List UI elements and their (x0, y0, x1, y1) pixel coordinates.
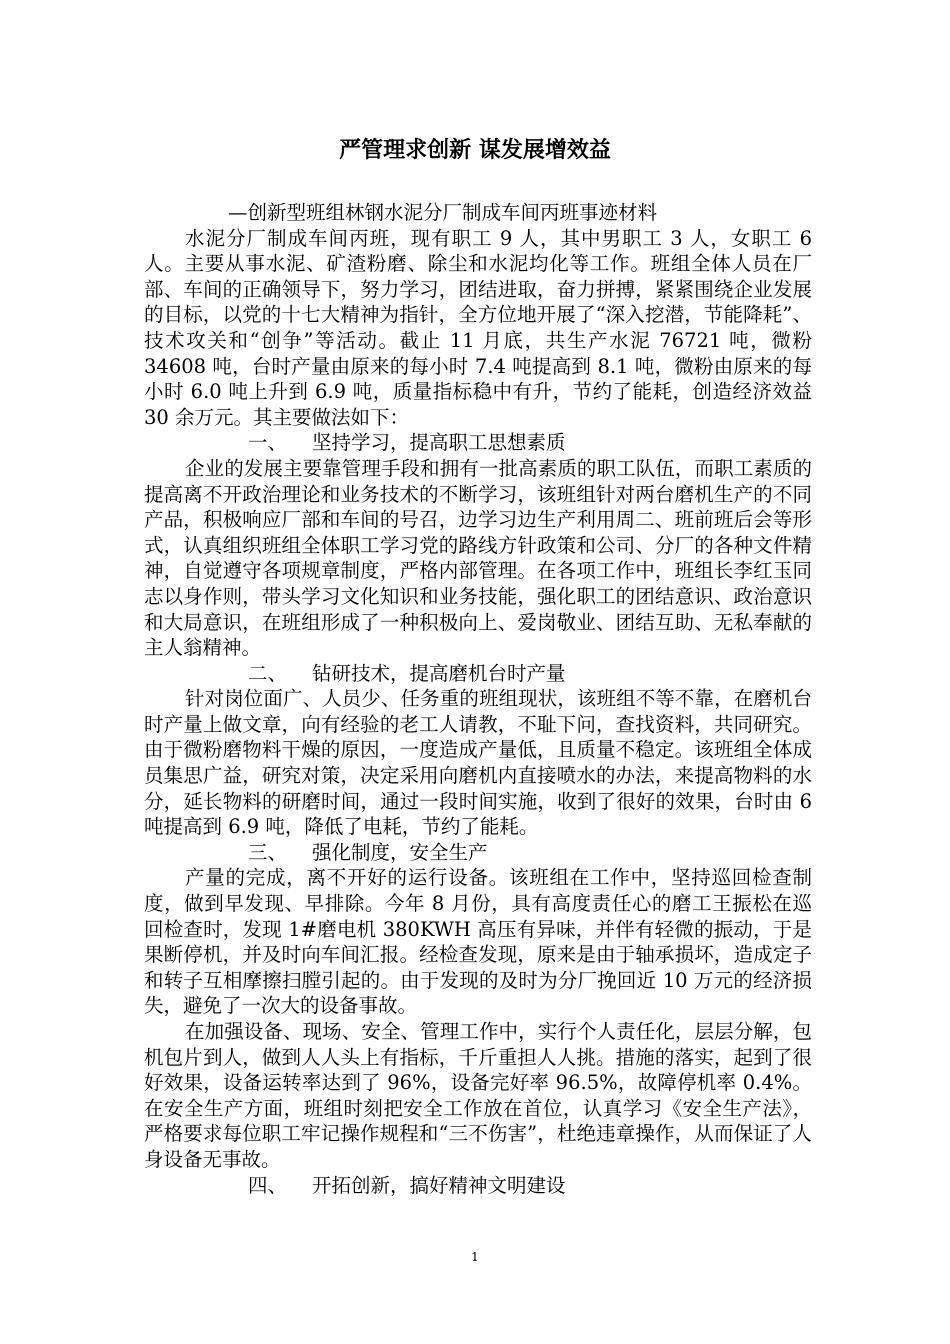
section-3-paragraph-2: 在加强设备、现场、安全、管理工作中，实行个人责任化，层层分解，包机包片到人，做到人人头上有指标，千斤重担人人挑。措施的落实，起到了很好效果，设备运转率达到了 96%，设备完好率 96.5%，故障停机率 0.4%。在安全生产方面，班组时刻把安全工作放在首位，认真学习《安全生产法》，严格要求每位职工牢记操作规程和“三不伤害”，杜绝违章操作，从而保证了人身设备无事故。 (144, 1020, 812, 1171)
section-3-title: 强化制度，安全生产 (312, 840, 488, 864)
section-2-number: 二、 (248, 661, 288, 685)
section-1-number: 一、 (248, 431, 288, 455)
section-4-title: 开拓创新，搞好精神文明建设 (312, 1173, 566, 1197)
section-2-paragraph-1: 针对岗位面广、人员少、任务重的班组现状，该班组不等不靠，在磨机台时产量上做文章，向有经验的老工人请教，不耻下问，查找资料，共同研究。由于微粉磨物料干燥的原因，一度造成产量低，且质量不稳定。该班组全体成员集思广益，研究对策，决定采用向磨机内直接喷水的办法，来提高物料的水分，延长物料的研磨时间，通过一段时间实施，收到了很好的效果，台时由 6 吨提高到 6.9 吨，降低了电耗，节约了能耗。 (144, 687, 812, 839)
intro-paragraph: 水泥分厂制成车间丙班，现有职工 9 人，其中男职工 3 人，女职工 6 人。主要从事水泥、矿渣粉磨、除尘和水泥均化等工作。班组全体人员在厂部、车间的正确领导下，努力学习，团结进取，奋力拼搏，紧紧围绕企业发展的目标，以党的十七大精神为指针，全方位地开展了“深入挖潜，节能降耗”、技术攻关和“创争”等活动。截止 11 月底，共生产水泥 76721 吨，微粉 34608 吨，台时产量由原来的每小时 7.4 吨提高到 8.1 吨，微粉由原来的每小时 6.0 吨上升到 6.9 吨，质量指标稳中有升，节约了能耗，创造经济效益 30 余万元。其主要做法如下： (144, 226, 812, 429)
page-number: 1 (471, 1250, 479, 1264)
section-2-heading (144, 661, 812, 687)
section-3-heading (144, 840, 812, 866)
section-1-title: 坚持学习，提高职工思想素质 (312, 431, 566, 455)
section-1-paragraph-1: 企业的发展主要靠管理手段和拥有一批高素质的职工队伍，而职工素质的提高离不开政治理论和业务技术的不断学习，该班组针对两台磨机生产的不同产品，积极响应厂部和车间的号召，边学习边生产利用周二、班前班后会等形式，认真组织班组全体职工学习党的路线方针政策和公司、分厂的各种文件精神，自觉遵守各项规章制度，严格内部管理。在各项工作中，班组长李红玉同志以身作则，带头学习文化知识和业务技能，强化职工的团结意识、政治意识和大局意识，在班组形成了一种积极向上、爱岗敬业、团结互助、无私奉献的主人翁精神。 (144, 456, 812, 660)
section-4-number: 四、 (248, 1173, 288, 1197)
section-3-paragraph-1: 产量的完成，离不开好的运行设备。该班组在工作中，坚持巡回检查制度，做到早发现、早排除。今年 8 月份，具有高度责任心的磨工王振松在巡回检查时，发现 1#磨电机 380KWH 高压有异味，并伴有轻微的振动，于是果断停机，并及时向车间汇报。经检查发现，原来是由于轴承损坏，造成定子和转子互相摩擦扫膛引起的。由于发现的及时为分厂挽回近 10 万元的经济损失，避免了一次大的设备事故。 (144, 866, 812, 1018)
document-subtitle: —创新型班组林钢水泥分厂制成车间丙班事迹材料 (228, 201, 658, 224)
document-title: 严管理求创新 谋发展增效益 (339, 138, 611, 163)
document-body (144, 200, 812, 1198)
section-2-title: 钻研技术，提高磨机台时产量 (312, 661, 566, 685)
section-4-heading (144, 1173, 812, 1199)
section-3-number: 三、 (248, 840, 288, 864)
section-1-heading (144, 430, 812, 456)
